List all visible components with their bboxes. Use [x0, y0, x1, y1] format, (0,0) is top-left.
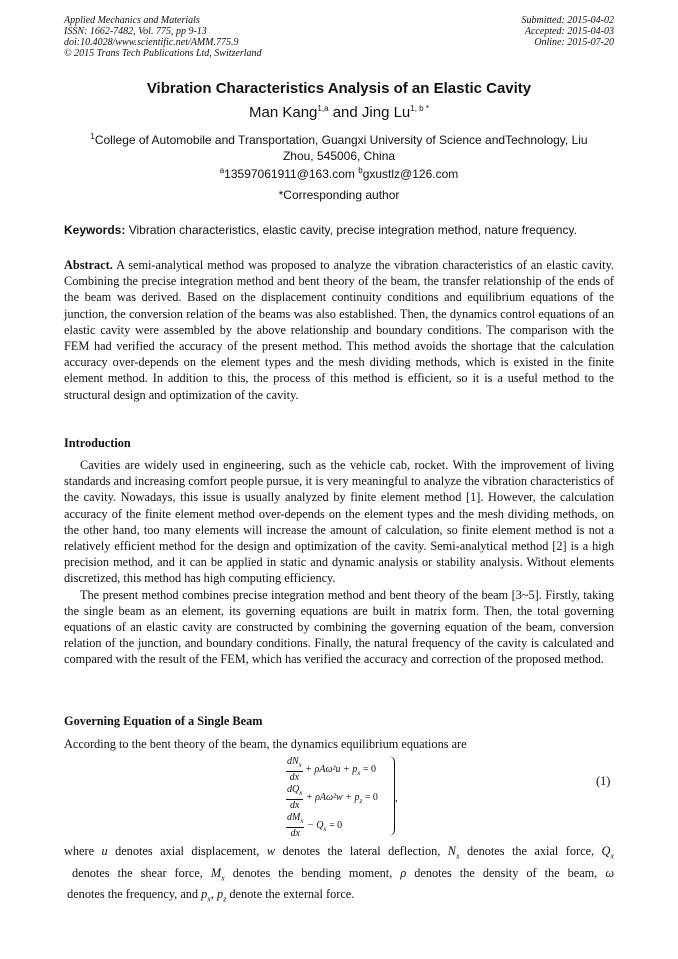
abstract-label: Abstract. — [64, 258, 113, 272]
email-b[interactable]: gxustlz@126.com — [362, 167, 459, 181]
submitted-date: Submitted: 2015-04-02 — [521, 15, 614, 26]
author-1-sup: 1,a — [317, 104, 329, 113]
affiliation-text: College of Automobile and Transportation, Guangxi University of Science andTechnology, Liu Zhou, 545006, China — [94, 133, 588, 163]
keywords-label: Keywords: — [64, 223, 126, 237]
issn-line: ISSN: 1662-7482, Vol. 775, pp 9-13 — [64, 26, 207, 37]
email-a[interactable]: 13597061911@163.com — [224, 167, 355, 181]
governing-intro: According to the bent theory of the beam, the dynamics equilibrium equations are — [64, 737, 467, 751]
affiliation — [78, 129, 600, 164]
equation-1-row-2: $\frac{dQ_x}{dx}$ + $\rho A\omega^2w + p_z = 0$ — [287, 784, 378, 811]
equation-1-row-3: $\frac{dM_x}{dx}$ − $Q_x = 0$ — [287, 812, 343, 839]
introduction-paragraph-2: The present method combines precise integration method and bent theory of the beam [3~5]. Firstly, taking the single beam as an element, its governing equations are built in matrix form. Then, the total governing equations of an elastic cavity are constructed by combining the governing equation of the beam, conversion relation of the junction, and boundary conditions. Finally, the natural frequency of the cavity is calculated and compared with the result of the FEM, which has verified the accuracy and correction of the proposed method. — [64, 587, 614, 667]
where-paragraph: where u denotes axial displacement, w denotes the lateral deflection, $N_x$ denotes the axial force, $Q_x$ denotes the shear force, $M_x$ denotes the bending moment, ρ denotes the density of the beam, ω denotes the frequency, and $p_x$, $p_z$ denote the external force. — [64, 844, 615, 904]
copyright-line: © 2015 Trans Tech Publications Ltd, Switzerland — [64, 48, 262, 59]
introduction-paragraph-1: Cavities are widely used in engineering, such as the vehicle cab, rocket. With the improvement of living standards and increasing comfort people pursue, it is very meaningful to analyze the vibration characteristics of the cavity. Nowadays, this issue is usually analyzed by finite element method [1]. However, the calculation accuracy of the finite element method over-depends on the element types and the mesh dividing methods, on the other hand, too many elements will increase the amount of calculation, so finite element method is not a relatively efficient method for the design and optimization of the cavity. Semi-analytical method [2] is a high precision method, and it can be applied in static and dynamic analysis or stability analysis. Without elements discretized, this method has high computing efficiency. — [64, 458, 614, 586]
journal-name: Applied Mechanics and Materials — [64, 15, 200, 26]
paper-title: Vibration Characteristics Analysis of an Elastic Cavity — [146, 80, 532, 97]
author-2-sup: 1, b * — [410, 104, 429, 113]
journal-header — [64, 15, 262, 59]
equation-number: (1) — [596, 774, 611, 788]
author-1: Man Kang — [249, 104, 318, 121]
governing-heading: Governing Equation of a Single Beam — [64, 714, 263, 728]
author-and: and — [328, 104, 362, 121]
corresponding-author: *Corresponding author — [278, 188, 400, 202]
equation-brace — [386, 756, 395, 836]
accepted-date: Accepted: 2015-04-03 — [524, 26, 614, 37]
introduction-body — [64, 457, 614, 668]
doi-line: doi:10.4028/www.scientific.net/AMM.775.9 — [64, 37, 239, 48]
abstract — [64, 257, 614, 403]
author-2: Jing Lu — [361, 104, 411, 121]
introduction-heading: Introduction — [64, 436, 131, 450]
emails — [0, 166, 678, 181]
email-b-sup: b — [358, 166, 363, 175]
authors — [0, 104, 678, 121]
keywords — [64, 222, 614, 238]
email-a-sup: a — [219, 166, 225, 175]
abstract-text: A semi-analytical method was proposed to analyze the vibration characteristics of an elastic cavity. Combining the precise integration method and bent theory of the beam, the transfer relationship of the ends of the beam was derived. Based on the displacement continuity conditions and equilibrium equations of the junction, the conversion relation of the beams was also established. Then, the dynamics control equations of an elastic cavity were assembled by the above relationship and boundary conditions. The comparison with the FEM had verified the accuracy of the present method. This method avoids the shortage that the calculation accuracy over-depends on the element types and the mesh dividing methods, which is existed in the finite element method. In addition to this, the process of this method is efficient, so it is a useful method to the structural design and optimization of the cavity. — [64, 258, 614, 402]
equation-1-row-1: $\frac{dN_x}{dx}$ + $\rho A\omega^2u + p_x = 0$ — [287, 756, 376, 783]
equation-1 — [286, 756, 406, 839]
affiliation-sup: 1 — [90, 132, 95, 141]
keywords-text: Vibration characteristics, elastic cavity, precise integration method, nature frequency. — [125, 223, 577, 237]
dates-header — [522, 15, 615, 48]
equation-comma: , — [395, 792, 398, 804]
online-date: Online: 2015-07-20 — [534, 37, 614, 48]
